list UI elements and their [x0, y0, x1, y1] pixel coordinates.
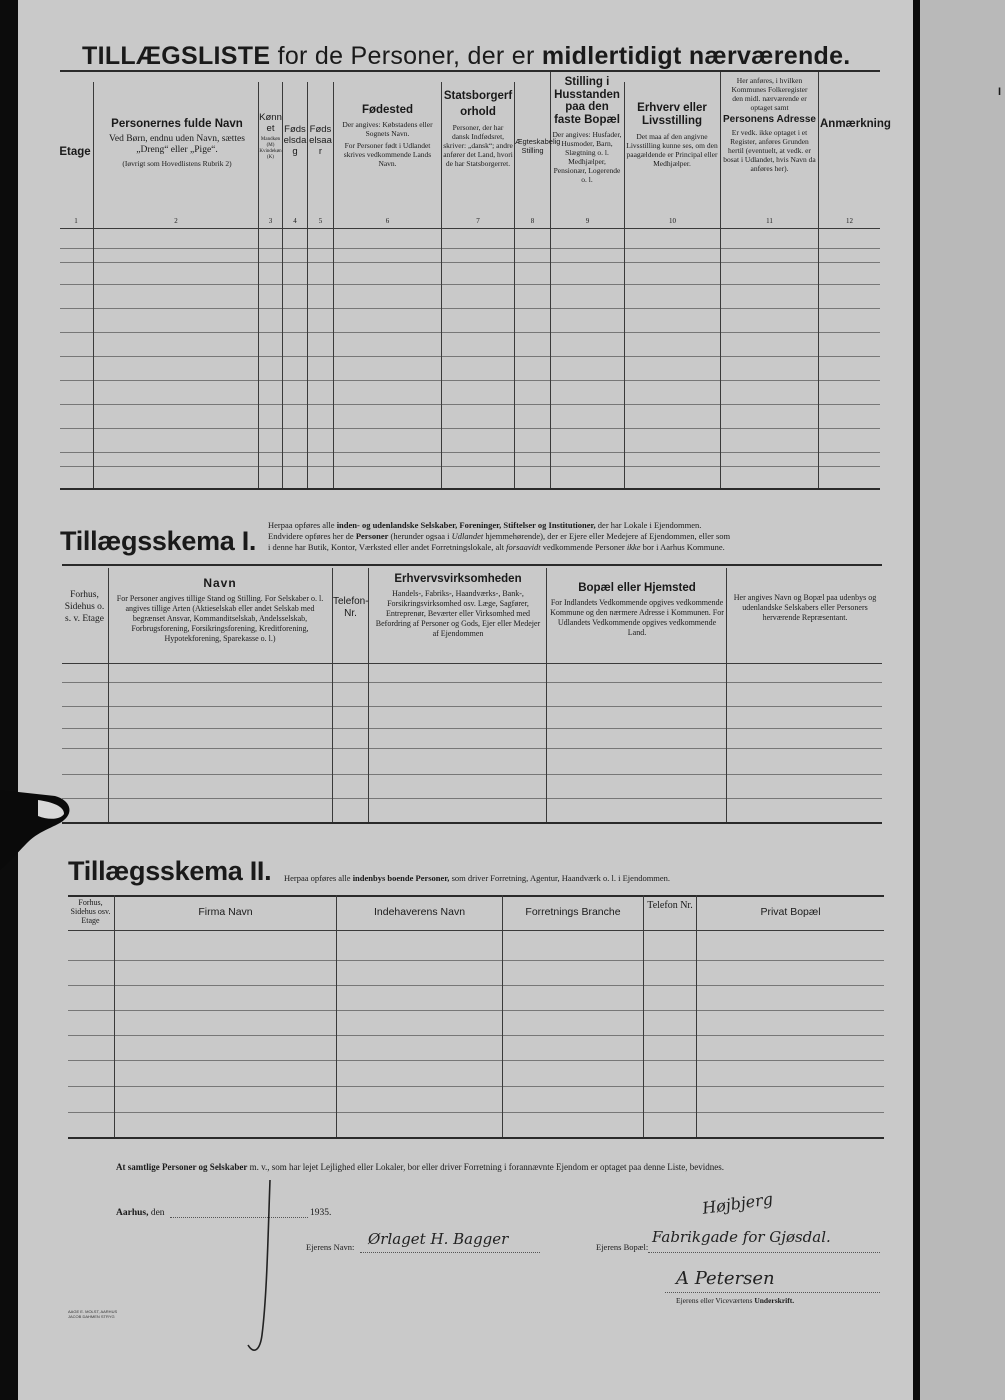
col-anmaerkning: Anmærkning: [820, 118, 891, 130]
col-fodselsaar: Fødselsaar: [309, 124, 332, 157]
section3-intro: Herpaa opføres alle indenbys boende Personer, som driver Forretning, Agentur, Haandværk o. l. i Ejendommen.: [284, 873, 671, 883]
col-fodested: Fødested Der angives: Købstadens eller Sognets Navn. For Personer født i Udlandet skrives vedkommende Lands Navn.: [342, 104, 433, 169]
title-end: nærværende.: [688, 42, 851, 70]
col-num-5: 5: [318, 217, 323, 225]
s3-col-telefon: Telefon Nr.: [647, 900, 693, 911]
footer-statement: At samtlige Personer og Selskaber m. v., som har lejet Lejlighed eller Lokaler, bor eller driver Forretning i forannævnte Ejendom er optaget paa denne Liste, bevidnes.: [116, 1162, 724, 1172]
s3-col-etage: Forhus, Sidehus osv. Etage: [70, 898, 111, 926]
col-etage: Etage: [59, 146, 91, 158]
signature-line: [665, 1292, 880, 1293]
s2-col-erhverv: Erhvervsvirksomheden Handels-, Fabriks-, Haandværks-, Bank-, Forsikringsvirksomhed osv. Læge, Sagfører, Entreprenør, Beværter eller Virksomhed med Befordring af Personer og Gods, Ejer eller Medejer af Ejendommen: [375, 573, 541, 639]
signature-top-handwritten: Højbjerg: [701, 1189, 775, 1218]
col-num-3: 3: [268, 217, 273, 225]
col-folkeregister: Her anføres, i hvilken Kommunes Folkeregister den midl. nærværende er optaget samt Personens Adresse Er vedk. ikke optaget i et Register, anføres Grunden hertil (eventuelt, at vedk. er bosat i Udlandet, hvis Navn da anføres her).: [722, 76, 816, 173]
title-rest: for de Personer, der er: [277, 42, 535, 70]
next-page-edge: [920, 0, 1005, 1400]
form-page: [18, 0, 913, 1400]
s3-col-indehaver: Indehaverens Navn: [373, 906, 466, 918]
col-fodselsdag: Fødselsdag: [283, 124, 307, 157]
page-title: [82, 42, 851, 71]
pen-stroke: [240, 1175, 280, 1365]
title-main: TILLÆGSLISTE: [82, 42, 271, 70]
signature-handwritten: A Petersen: [676, 1268, 775, 1289]
owner-address-handwritten: Fabrikgade for Gjøsdal.: [652, 1228, 831, 1246]
col-num-6: 6: [385, 217, 390, 225]
col-navn: Personernes fulde Navn Ved Børn, endnu uden Navn, sættes „Dreng“ eller „Pige“. (Iøvrigt som Hovedlistens Rubrik 2): [109, 118, 245, 169]
col-num-8: 8: [530, 217, 535, 225]
date-line: [170, 1217, 308, 1218]
s2-col-navn: Navn For Personer angives tillige Stand og Stilling. For Selskaber o. l. angives tillige Arten (Aktieselskab eller andet Selskab med begrænset Ansvar, Kommanditselskab, Andelsselskab, Forbrugsforening, Forsikringsforening, Kreditforening, Hypotekforening, Sparekasse o. l.): [116, 576, 324, 643]
s2-col-etage: Forhus, Sidehus o. s. v. Etage: [64, 590, 105, 624]
col-num-10: 10: [669, 217, 676, 225]
col-erhverv: Erhverv eller Livsstilling Det maa af den angivne Livsstilling kunne ses, om den paagældende er Principal eller Medhjælper.: [626, 102, 718, 169]
printer-mark: AAGE E. MOLST, AARHUS JACOB DAHMEN STRYG: [68, 1309, 118, 1319]
col-num-4: 4: [293, 217, 297, 225]
s3-col-branche: Forretnings Branche: [525, 906, 621, 918]
col-num-12: 12: [846, 217, 853, 225]
finger-shadow: [0, 790, 78, 870]
s2-col-bopael: Bopæl eller Hjemsted For Indlandets Vedkommende opgives vedkommende Kommune og den nærmere Adresse i Kommunen. For Udlandets Vedkommende opgives vedkommende Land.: [550, 582, 724, 638]
s2-col-telefon: Telefon-Nr.: [333, 596, 369, 619]
col-statsborger: Statsborgerforhold Personer, der har dansk Indfødsret, skriver: „dansk“; andre anfører det Land, hvori de har Statsborgerret.: [443, 90, 513, 169]
s3-col-bopael: Privat Bopæl: [760, 906, 821, 918]
owner-name-line: [360, 1252, 540, 1253]
title-emph: midlertidigt: [541, 42, 682, 70]
owner-name-handwritten: Ørlaget H. Bagger: [368, 1230, 509, 1248]
s2-col-repraesentant: Her angives Navn og Bopæl paa udenbys og udenlandske Selskabers eller Personers herværende Repræsentant.: [733, 593, 877, 622]
footer-year: 1935.: [310, 1208, 332, 1218]
owner-address-label: Ejerens Bopæl:: [596, 1242, 649, 1252]
footer-city: Aarhus, den: [116, 1208, 165, 1218]
col-stilling: Stilling i Husstanden paa den faste Bopæl Der angives: Husfader, Husmoder, Barn, Slægtning o. l. Medhjælper, Pensionær, Logerende o. l.: [552, 76, 622, 184]
col-aegteskab: Ægteskabelig Stilling: [515, 137, 561, 155]
next-page-mark: I: [998, 86, 1002, 98]
col-num-2: 2: [174, 217, 178, 225]
col-num-11: 11: [766, 217, 773, 225]
col-num-7: 7: [476, 217, 480, 225]
section3-heading: Tillægsskema II.: [68, 856, 272, 886]
owner-name-label: Ejerens Navn:: [306, 1242, 355, 1252]
col-num-9: 9: [585, 217, 590, 225]
section2-heading: Tillægsskema I.: [60, 526, 257, 556]
section2-intro: Herpaa opføres alle inden- og udenlandske Selskaber, Foreninger, Stiftelser og Institutioner, der har Lokale i Ejendommen. Endvidere opføres her de Personer (herunder ogsaa i Udlandet hjemmehørende), der er Ejere eller Medejere af Ejendommen, eller som i denne har Butik, Kontor, Værksted eller andet Forretningslokale, alt forsaavidt vedkommende Personer ikke bor i Aarhus Kommune.: [268, 520, 731, 553]
s3-col-firma: Firma Navn: [198, 906, 253, 918]
owner-address-line: [648, 1252, 880, 1253]
signature-label: Ejerens eller Viceværtens Underskrift.: [676, 1296, 795, 1305]
col-kon: Kønnet Mandkøn (M) Kvindekøn (K): [259, 112, 282, 160]
col-num-1: 1: [74, 217, 78, 225]
